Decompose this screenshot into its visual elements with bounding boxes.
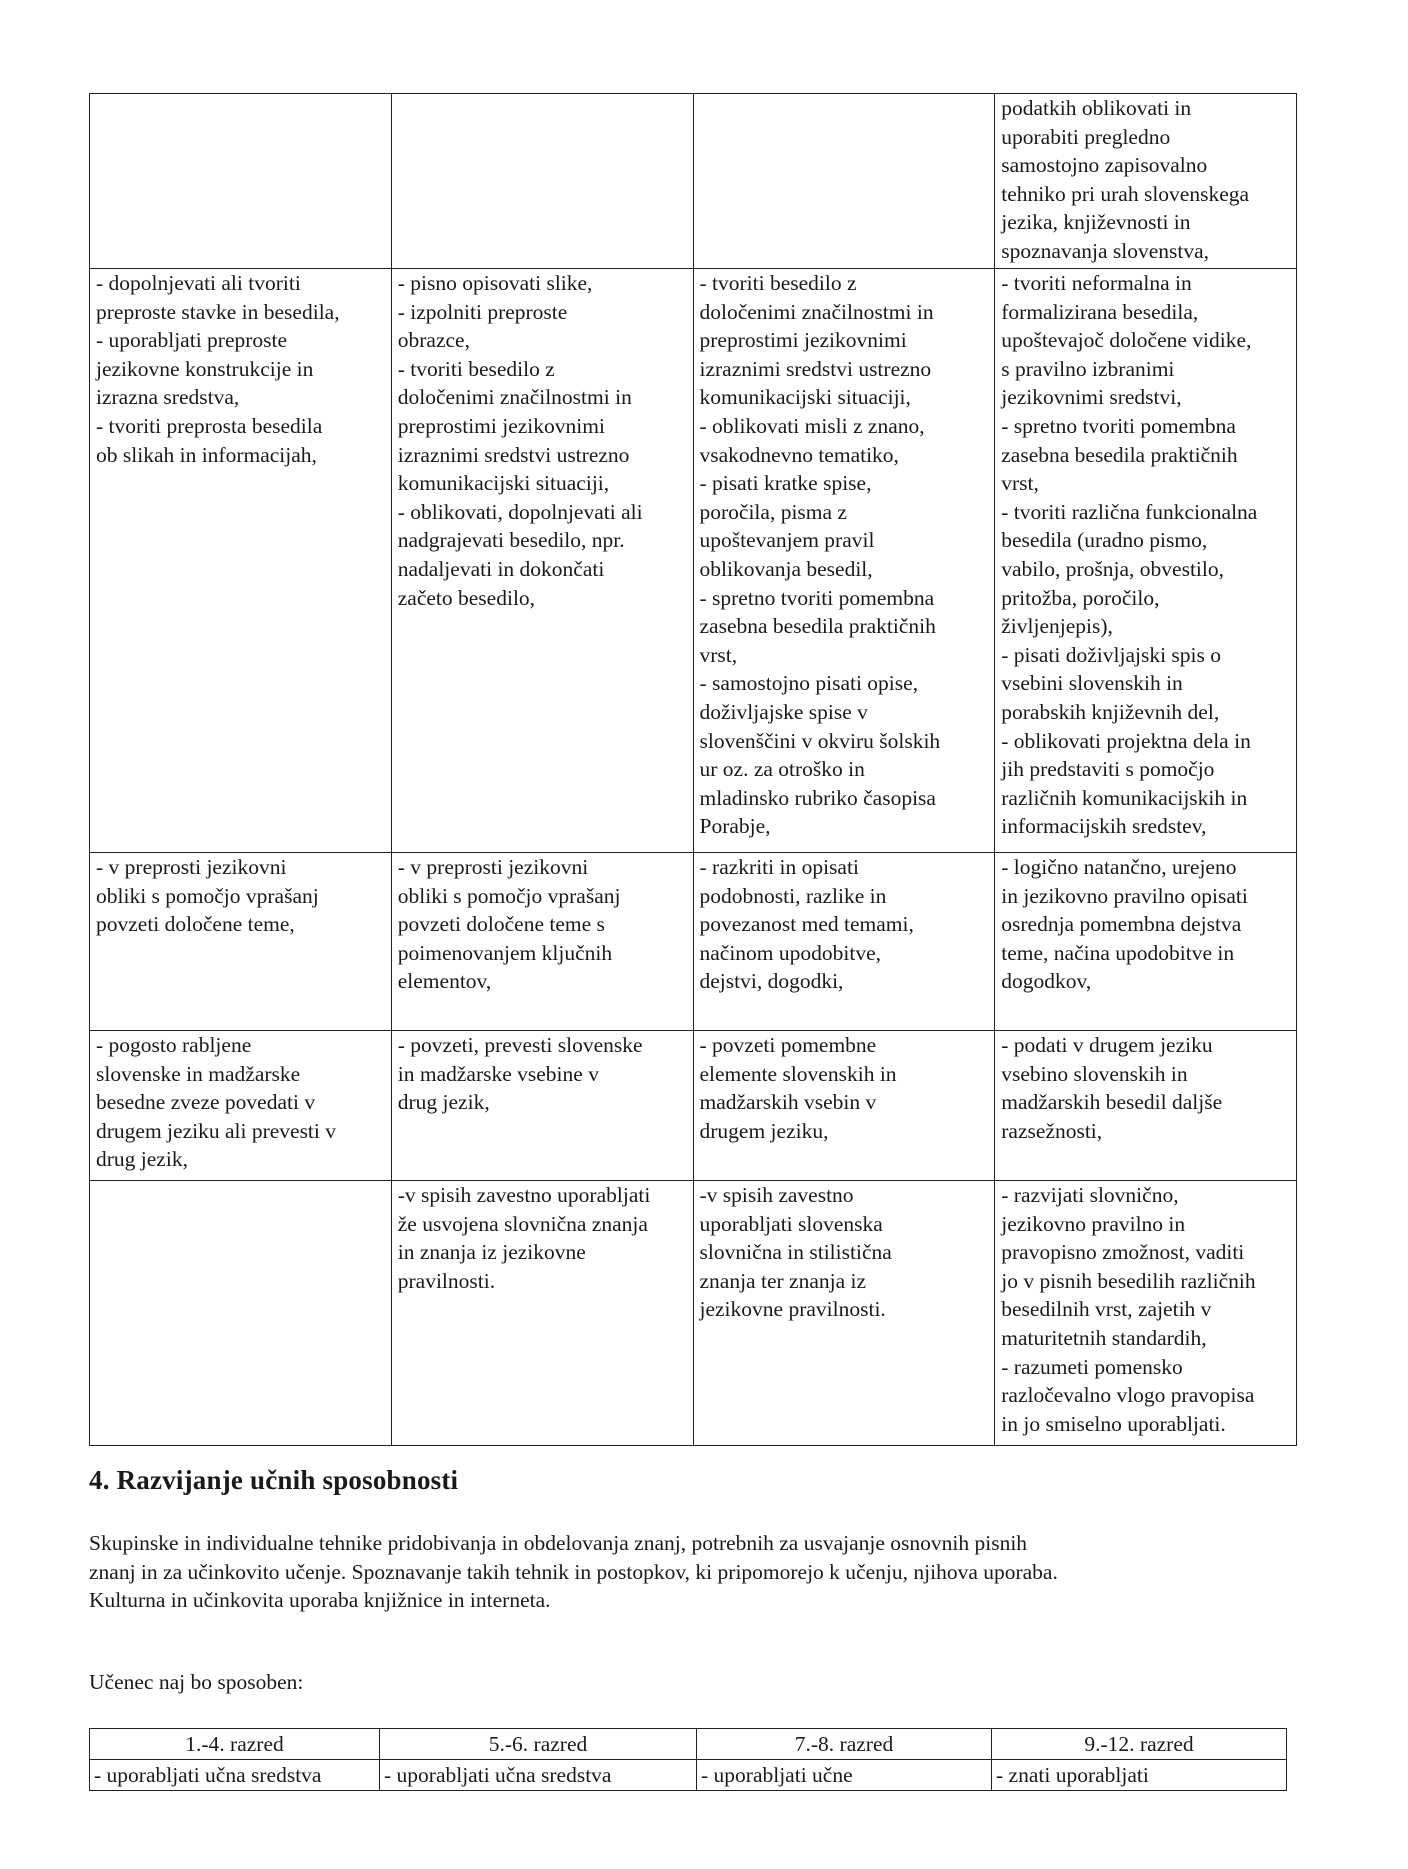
- table-cell: - razkriti in opisati podobnosti, razlike in povezanost med temami, načinom upodobitve, dejstvi, dogodki,: [693, 853, 995, 1031]
- table-cell: - uporabljati učne: [697, 1760, 992, 1791]
- table-cell: - dopolnjevati ali tvoriti preproste stavke in besedila, - uporabljati preproste jezikovne konstrukcije in izrazna sredstva, - tvoriti preprosta besedila ob slikah in informacijah,: [90, 269, 392, 853]
- table-cell: [90, 1181, 392, 1446]
- competency-table: [89, 93, 1297, 1446]
- table-row: [90, 1760, 1287, 1791]
- table-header-row: [90, 1729, 1287, 1760]
- table-cell: - razvijati slovnično, jezikovno pravilno in pravopisno zmožnost, vaditi jo v pisnih besedilih različnih besedilnih vrst, zajetih v maturitetnih standardih, - razumeti pomensko razločevalno vlogo pravopisa in jo smiselno uporabljati.: [995, 1181, 1297, 1446]
- table-cell: -v spisih zavestno uporabljati že usvojena slovnična znanja in znanja iz jezikovne pravilnosti.: [391, 1181, 693, 1446]
- column-header: 5.-6. razred: [380, 1729, 697, 1760]
- table-cell: - uporabljati učna sredstva: [90, 1760, 380, 1791]
- table-row: [90, 1031, 1297, 1181]
- table-cell: - tvoriti besedilo z določenimi značilnostmi in preprostimi jezikovnimi izraznimi sredstvi ustrezno komunikacijski situaciji, - oblikovati misli z znano, vsakodnevno tematiko, - pisati kratke spise, poročila, pisma z upoštevanjem pravil oblikovanja besedil, - spretno tvoriti pomembna zasebna besedila praktičnih vrst, - samostojno pisati opise, doživljajske spise v slovenščini v okviru šolskih ur oz. za otroško in mladinsko rubriko časopisa Porabje,: [693, 269, 995, 853]
- table-cell: [90, 94, 392, 269]
- grade-table: [89, 1728, 1287, 1791]
- table-cell: - v preprosti jezikovni obliki s pomočjo vprašanj povzeti določene teme,: [90, 853, 392, 1031]
- table-cell: [693, 94, 995, 269]
- table-cell: - povzeti pomembne elemente slovenskih in madžarskih vsebin v drugem jeziku,: [693, 1031, 995, 1181]
- table-row: [90, 94, 1297, 269]
- column-header: 1.-4. razred: [90, 1729, 380, 1760]
- table-cell: -v spisih zavestno uporabljati slovenska slovnična in stilistična znanja ter znanja iz jezikovne pravilnosti.: [693, 1181, 995, 1446]
- table-row: [90, 269, 1297, 853]
- table-cell: - uporabljati učna sredstva: [380, 1760, 697, 1791]
- table-cell: - znati uporabljati: [992, 1760, 1287, 1791]
- section-intro: Učenec naj bo sposoben:: [89, 1670, 304, 1694]
- table-cell: podatkih oblikovati in uporabiti pregledno samostojno zapisovalno tehniko pri urah slovenskega jezika, književnosti in spoznavanja slovenstva,: [995, 94, 1297, 269]
- table-cell: - pogosto rabljene slovenske in madžarske besedne zveze povedati v drugem jeziku ali prevesti v drug jezik,: [90, 1031, 392, 1181]
- table-cell: - povzeti, prevesti slovenske in madžarske vsebine v drug jezik,: [391, 1031, 693, 1181]
- table-cell: - v preprosti jezikovni obliki s pomočjo vprašanj povzeti določene teme s poimenovanjem ključnih elementov,: [391, 853, 693, 1031]
- table-cell: - pisno opisovati slike, - izpolniti preproste obrazce, - tvoriti besedilo z določenimi značilnostmi in preprostimi jezikovnimi izraznimi sredstvi ustrezno komunikacijski situaciji, - oblikovati, dopolnjevati ali nadgrajevati besedilo, npr. nadaljevati in dokončati začeto besedilo,: [391, 269, 693, 853]
- table-row: [90, 853, 1297, 1031]
- table-cell: [391, 94, 693, 269]
- table-cell: - podati v drugem jeziku vsebino slovenskih in madžarskih besedil daljše razsežnosti,: [995, 1031, 1297, 1181]
- column-header: 9.-12. razred: [992, 1729, 1287, 1760]
- table-cell: - tvoriti neformalna in formalizirana besedila, upoštevajoč določene vidike, s pravilno izbranimi jezikovnimi sredstvi, - spretno tvoriti pomembna zasebna besedila praktičnih vrst, - tvoriti različna funkcionalna besedila (uradno pismo, vabilo, prošnja, obvestilo, pritožba, poročilo, življenjepis), - pisati doživljajski spis o vsebini slovenskih in porabskih književnih del, - oblikovati projektna dela in jih predstaviti s pomočjo različnih komunikacijskih in informacijskih sredstev,: [995, 269, 1297, 853]
- column-header: 7.-8. razred: [697, 1729, 992, 1760]
- section-heading: 4. Razvijanje učnih sposobnosti: [89, 1465, 459, 1495]
- section-paragraph: Skupinske in individualne tehnike pridobivanja in obdelovanja znanj, potrebnih za usvajanje osnovnih pisnih znanj in za učinkovito učenje. Spoznavanje takih tehnik in postopkov, ki pripomorejo k učenju, njihova uporaba. Kulturna in učinkovita uporaba knjižnice in interneta.: [89, 1531, 1058, 1613]
- table-row: [90, 1181, 1297, 1446]
- table-cell: - logično natančno, urejeno in jezikovno pravilno opisati osrednja pomembna dejstva teme, načina upodobitve in dogodkov,: [995, 853, 1297, 1031]
